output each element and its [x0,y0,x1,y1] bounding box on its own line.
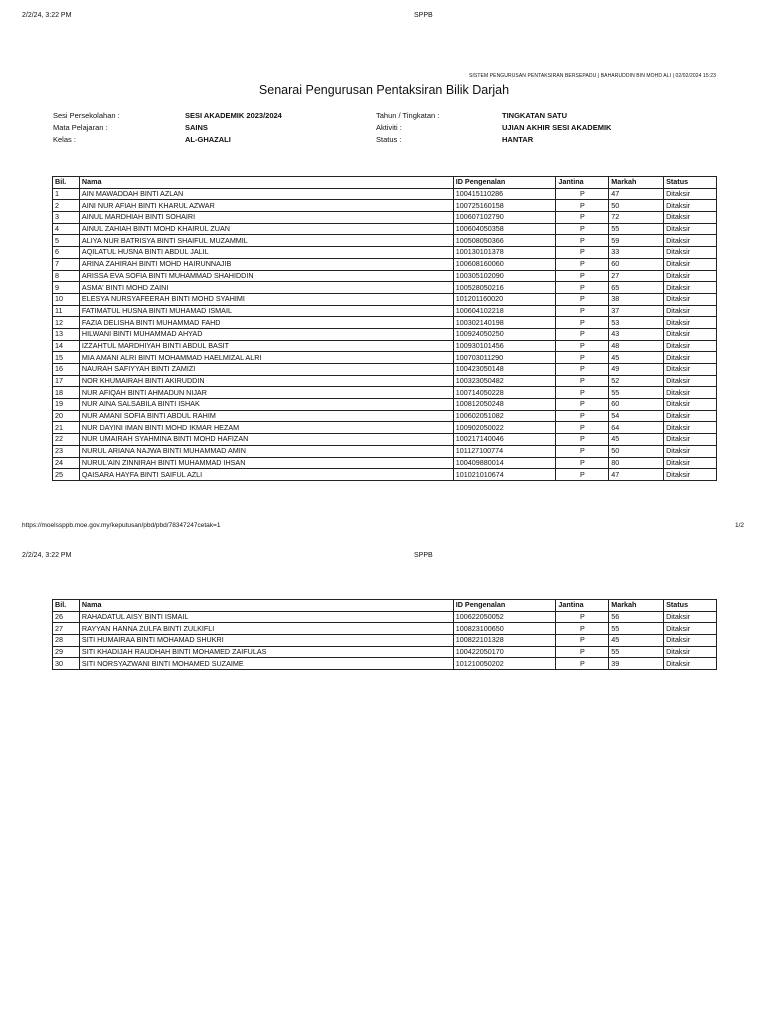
cell-id: 100130101378 [453,247,556,259]
cell-jantina: P [556,635,609,647]
print-datetime: 2/2/24, 3:22 PM [22,552,72,559]
cell-id: 100812050248 [453,399,556,411]
student-table-page-2 [52,599,717,670]
cell-markah: 50 [609,200,664,212]
cell-markah: 37 [609,305,664,317]
cell-status: Ditaksir [664,340,717,352]
cell-status: Ditaksir [664,247,717,259]
cell-jantina: P [556,469,609,481]
table-row [53,658,717,670]
table-row [53,270,717,282]
cell-jantina: P [556,375,609,387]
cell-status: Ditaksir [664,223,717,235]
cell-bil: 13 [53,328,80,340]
cell-markah: 48 [609,340,664,352]
cell-id: 100305102090 [453,270,556,282]
cell-id: 100608160060 [453,258,556,270]
print-page-2 [0,540,768,1024]
page-title: Senarai Pengurusan Pentaksiran Bilik Darjah [258,83,510,97]
cell-id: 100217140046 [453,434,556,446]
cell-status: Ditaksir [664,328,717,340]
status-value: HANTAR [502,135,534,144]
cell-status: Ditaksir [664,352,717,364]
table-row [53,305,717,317]
level-label: Tahun / Tingkatan : [376,111,440,120]
cell-status: Ditaksir [664,410,717,422]
cell-markah: 65 [609,282,664,294]
cell-nama: NURUL'AIN ZINNIRAH BINTI MUHAMMAD IHSAN [79,457,453,469]
table-row [53,445,717,457]
status-label: Status : [376,135,402,144]
cell-bil: 18 [53,387,80,399]
cell-markah: 45 [609,352,664,364]
cell-nama: RAHADATUL AISY BINTI ISMAIL [79,611,453,623]
cell-status: Ditaksir [664,457,717,469]
cell-jantina: P [556,445,609,457]
col-header-id: ID Pengenalan [453,177,556,189]
cell-id: 100415110286 [453,188,556,200]
cell-id: 100508050366 [453,235,556,247]
cell-bil: 1 [53,188,80,200]
cell-markah: 43 [609,328,664,340]
cell-bil: 22 [53,434,80,446]
cell-id: 100703011290 [453,352,556,364]
footer-page-number: 1/2 [734,522,744,529]
cell-bil: 12 [53,317,80,329]
table-row [53,469,717,481]
cell-nama: ARINA ZAHIRAH BINTI MOHD HAIRUNNAJIB [79,258,453,270]
cell-markah: 80 [609,457,664,469]
table-row [53,387,717,399]
cell-id: 101210050202 [453,658,556,670]
cell-markah: 45 [609,434,664,446]
footer-url: https://moelssppb.moe.gov.my/keputusan/pbd/pbd/78347247cetak=1 [22,522,221,529]
table-row [53,328,717,340]
cell-jantina: P [556,188,609,200]
cell-jantina: P [556,200,609,212]
sesi-label: Sesi Persekolahan : [53,111,120,120]
cell-jantina: P [556,410,609,422]
table-row [53,410,717,422]
cell-nama: NAURAH SAFIYYAH BINTI ZAMIZI [79,364,453,376]
cell-nama: AINUL MARDHIAH BINTI SOHAIRI [79,212,453,224]
col-header-status: Status [664,600,717,612]
cell-bil: 28 [53,635,80,647]
table-row [53,399,717,411]
cell-id: 100924050250 [453,328,556,340]
cell-id: 100725160158 [453,200,556,212]
cell-status: Ditaksir [664,364,717,376]
cell-nama: AQILATUL HUSNA BINTI ABDUL JALIL [79,247,453,259]
cell-nama: QAISARA HAYFA BINTI SAIFUL AZLI [79,469,453,481]
cell-nama: NUR AFIQAH BINTI AHMADUN NIJAR [79,387,453,399]
system-info-line: SISTEM PENGURUSAN PENTAKSIRAN BERSEPADU | BAHARUDDIN BIN MOHD ALI | 02/02/2024 15:23 [469,73,716,79]
cell-bil: 20 [53,410,80,422]
class-value: AL-GHAZALI [185,135,231,144]
cell-jantina: P [556,258,609,270]
table-row [53,340,717,352]
cell-nama: SITI KHADIJAH RAUDHAH BINTI MOHAMED ZAIFULAS [79,646,453,658]
table-row [53,212,717,224]
cell-status: Ditaksir [664,235,717,247]
cell-jantina: P [556,317,609,329]
cell-bil: 7 [53,258,80,270]
cell-status: Ditaksir [664,434,717,446]
cell-id: 100714050228 [453,387,556,399]
cell-id: 100822101328 [453,635,556,647]
table-row [53,317,717,329]
cell-id: 100604102218 [453,305,556,317]
cell-status: Ditaksir [664,387,717,399]
cell-markah: 56 [609,611,664,623]
cell-status: Ditaksir [664,375,717,387]
cell-status: Ditaksir [664,212,717,224]
cell-id: 100302140198 [453,317,556,329]
cell-bil: 3 [53,212,80,224]
cell-markah: 59 [609,235,664,247]
col-header-bil: Bil. [53,600,80,612]
cell-markah: 45 [609,635,664,647]
cell-status: Ditaksir [664,658,717,670]
sesi-value: SESI AKADEMIK 2023/2024 [185,111,282,120]
cell-markah: 49 [609,364,664,376]
print-app-name: SPPB [414,552,433,559]
col-header-id: ID Pengenalan [453,600,556,612]
cell-status: Ditaksir [664,611,717,623]
table-row [53,434,717,446]
col-header-markah: Markah [609,177,664,189]
subject-label: Mata Pelajaran : [53,123,108,132]
cell-jantina: P [556,387,609,399]
cell-status: Ditaksir [664,635,717,647]
table-row [53,375,717,387]
cell-jantina: P [556,247,609,259]
cell-markah: 55 [609,223,664,235]
col-header-jantina: Jantina [556,600,609,612]
cell-nama: NUR AMANI SOFIA BINTI ABDUL RAHIM [79,410,453,422]
cell-nama: ASMA' BINTI MOHD ZAINI [79,282,453,294]
cell-status: Ditaksir [664,282,717,294]
cell-nama: MIA AMANI ALRI BINTI MOHAMMAD HAELMIZAL ALRI [79,352,453,364]
cell-nama: AIN MAWADDAH BINTI AZLAN [79,188,453,200]
cell-status: Ditaksir [664,188,717,200]
cell-bil: 11 [53,305,80,317]
table-row [53,635,717,647]
cell-jantina: P [556,293,609,305]
cell-markah: 55 [609,387,664,399]
cell-bil: 25 [53,469,80,481]
cell-nama: HILWANI BINTI MUHAMMAD AHYAD [79,328,453,340]
table-row [53,352,717,364]
cell-bil: 27 [53,623,80,635]
cell-jantina: P [556,352,609,364]
cell-jantina: P [556,235,609,247]
cell-markah: 47 [609,188,664,200]
cell-markah: 60 [609,258,664,270]
cell-nama: NUR AINA SALSABILA BINTI ISHAK [79,399,453,411]
cell-bil: 8 [53,270,80,282]
cell-jantina: P [556,340,609,352]
cell-id: 100323050482 [453,375,556,387]
print-datetime: 2/2/24, 3:22 PM [22,12,72,19]
cell-jantina: P [556,270,609,282]
cell-markah: 52 [609,375,664,387]
level-value: TINGKATAN SATU [502,111,567,120]
cell-markah: 39 [609,658,664,670]
cell-markah: 50 [609,445,664,457]
cell-jantina: P [556,223,609,235]
table-row [53,611,717,623]
cell-bil: 5 [53,235,80,247]
cell-jantina: P [556,305,609,317]
cell-markah: 53 [609,317,664,329]
cell-id: 101127100774 [453,445,556,457]
cell-bil: 21 [53,422,80,434]
cell-id: 100930101456 [453,340,556,352]
cell-markah: 54 [609,410,664,422]
cell-markah: 38 [609,293,664,305]
cell-nama: ALIYA NUR BATRISYA BINTI SHAIFUL MUZAMMIL [79,235,453,247]
table-row [53,200,717,212]
cell-jantina: P [556,457,609,469]
cell-jantina: P [556,282,609,294]
cell-jantina: P [556,646,609,658]
cell-status: Ditaksir [664,422,717,434]
cell-id: 100604050358 [453,223,556,235]
cell-status: Ditaksir [664,270,717,282]
print-app-name: SPPB [414,12,433,19]
cell-status: Ditaksir [664,317,717,329]
table-row [53,623,717,635]
cell-id: 100607102790 [453,212,556,224]
student-table-page-1 [52,176,717,481]
cell-id: 101201160020 [453,293,556,305]
cell-bil: 10 [53,293,80,305]
cell-jantina: P [556,364,609,376]
cell-markah: 55 [609,623,664,635]
cell-status: Ditaksir [664,258,717,270]
cell-id: 100422050170 [453,646,556,658]
table-row [53,457,717,469]
col-header-status: Status [664,177,717,189]
cell-nama: NURUL ARIANA NAJWA BINTI MUHAMMAD AMIN [79,445,453,457]
cell-bil: 17 [53,375,80,387]
cell-nama: ARISSA EVA SOFIA BINTI MUHAMMAD SHAHIDDIN [79,270,453,282]
table-header-row [53,177,717,189]
cell-bil: 19 [53,399,80,411]
cell-markah: 60 [609,399,664,411]
table-row [53,646,717,658]
cell-status: Ditaksir [664,623,717,635]
cell-nama: FATIMATUL HUSNA BINTI MUHAMAD ISMAIL [79,305,453,317]
col-header-markah: Markah [609,600,664,612]
cell-jantina: P [556,611,609,623]
cell-id: 100409880014 [453,457,556,469]
cell-bil: 24 [53,457,80,469]
cell-nama: NOR KHUMAIRAH BINTI AKIRUDDIN [79,375,453,387]
cell-id: 100423050148 [453,364,556,376]
cell-markah: 33 [609,247,664,259]
cell-bil: 9 [53,282,80,294]
cell-nama: SITI HUMAIRAA BINTI MOHAMAD SHUKRI [79,635,453,647]
cell-status: Ditaksir [664,305,717,317]
cell-bil: 16 [53,364,80,376]
cell-jantina: P [556,623,609,635]
cell-jantina: P [556,399,609,411]
subject-value: SAINS [185,123,208,132]
cell-bil: 15 [53,352,80,364]
cell-id: 100528050216 [453,282,556,294]
cell-jantina: P [556,434,609,446]
table-header-row [53,600,717,612]
cell-nama: FAZIA DELISHA BINTI MUHAMMAD FAHD [79,317,453,329]
cell-id: 100823100650 [453,623,556,635]
cell-bil: 4 [53,223,80,235]
cell-markah: 27 [609,270,664,282]
cell-nama: AINI NUR AFIAH BINTI KHARUL AZWAR [79,200,453,212]
cell-id: 100602051082 [453,410,556,422]
cell-bil: 6 [53,247,80,259]
cell-bil: 2 [53,200,80,212]
table-row [53,282,717,294]
cell-bil: 29 [53,646,80,658]
cell-markah: 64 [609,422,664,434]
cell-jantina: P [556,212,609,224]
table-row [53,247,717,259]
assessment-meta [53,110,733,150]
cell-id: 100902050022 [453,422,556,434]
col-header-nama: Nama [79,177,453,189]
table-row [53,235,717,247]
cell-nama: RAYYAN HANNA ZULFA BINTI ZULKIFLI [79,623,453,635]
cell-status: Ditaksir [664,469,717,481]
cell-status: Ditaksir [664,399,717,411]
cell-nama: AINUL ZAHIAH BINTI MOHD KHAIRUL ZUAN [79,223,453,235]
cell-status: Ditaksir [664,646,717,658]
table-row [53,223,717,235]
table-row [53,422,717,434]
table-row [53,293,717,305]
cell-bil: 14 [53,340,80,352]
table-row [53,364,717,376]
cell-nama: ELESYA NURSYAFEERAH BINTI MOHD SYAHIMI [79,293,453,305]
activity-label: Aktiviti : [376,123,402,132]
cell-nama: SITI NORSYAZWANI BINTI MOHAMED SUZAIME [79,658,453,670]
cell-bil: 30 [53,658,80,670]
class-label: Kelas : [53,135,76,144]
cell-bil: 26 [53,611,80,623]
cell-nama: IZZAHTUL MARDHIYAH BINTI ABDUL BASIT [79,340,453,352]
cell-status: Ditaksir [664,200,717,212]
cell-bil: 23 [53,445,80,457]
cell-nama: NUR DAYINI IMAN BINTI MOHD IKMAR HEZAM [79,422,453,434]
cell-status: Ditaksir [664,445,717,457]
cell-markah: 55 [609,646,664,658]
table-row [53,188,717,200]
cell-jantina: P [556,422,609,434]
col-header-nama: Nama [79,600,453,612]
cell-status: Ditaksir [664,293,717,305]
cell-id: 100622050052 [453,611,556,623]
activity-value: UJIAN AKHIR SESI AKADEMIK [502,123,612,132]
cell-markah: 47 [609,469,664,481]
cell-jantina: P [556,658,609,670]
table-row [53,258,717,270]
cell-id: 101021010674 [453,469,556,481]
cell-markah: 72 [609,212,664,224]
cell-jantina: P [556,328,609,340]
col-header-jantina: Jantina [556,177,609,189]
cell-nama: NUR UMAIRAH SYAHMINA BINTI MOHD HAFIZAN [79,434,453,446]
col-header-bil: Bil. [53,177,80,189]
